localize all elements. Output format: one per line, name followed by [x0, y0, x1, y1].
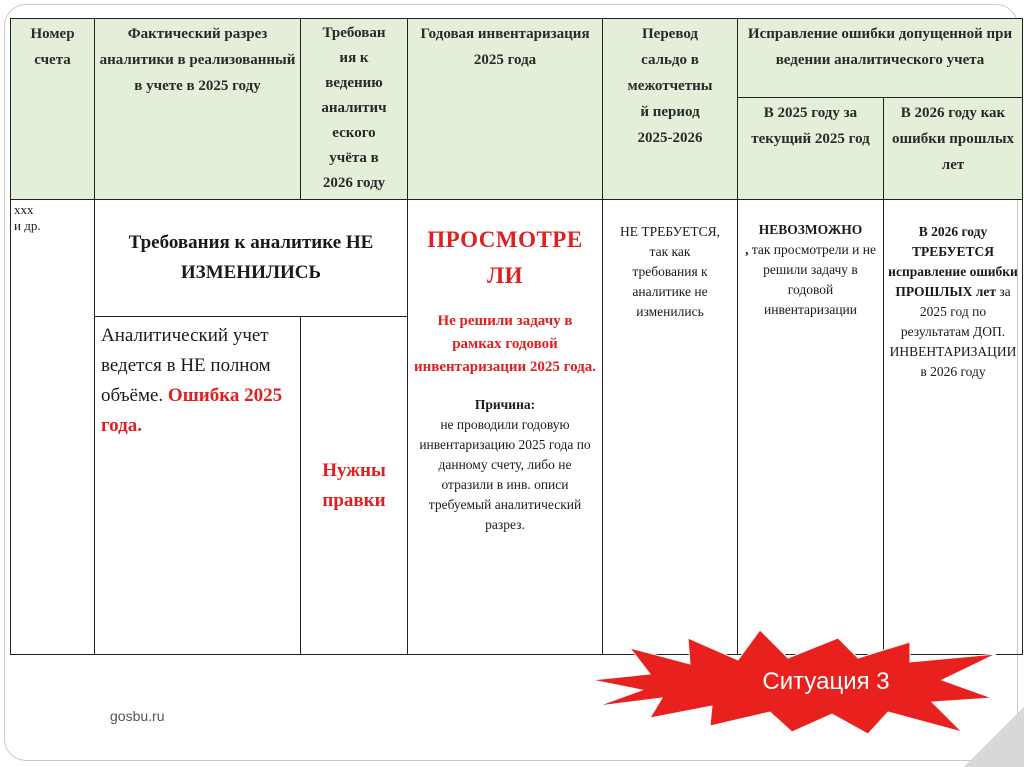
required-label: В 2026 году ТРЕБУЕТСЯ исправление ошибки ПРОШЛЫХ лет [888, 224, 1018, 299]
header-balance-transfer: Перевод сальдо в межотчетны й период 2025-2026 [603, 19, 738, 200]
header-error-correction: Исправление ошибки допущенной при ведении аналитического учета [738, 19, 1023, 98]
header-annual-inventory: Годовая инвентаризация 2025 года [408, 19, 603, 200]
header-fix-2026: В 2026 году как ошибки прошлых лет [884, 98, 1023, 200]
requirements-unchanged-cell: Требования к аналитике НЕ ИЗМЕНИЛИСЬ [95, 200, 408, 317]
source-footer: gosbu.ru [110, 708, 165, 724]
transfer-cell: НЕ ТРЕБУЕТСЯ, так как требования к аналитике не изменились [603, 200, 738, 655]
analytic-incomplete-cell: Аналитический учет ведется в НЕ полном объёме. Ошибка 2025 года. [95, 317, 301, 655]
header-account: Номер счета [11, 19, 95, 200]
header-requirements-2026: Требован ия к ведению аналитич еского учёта в 2026 году [301, 19, 408, 200]
situation-badge [592, 628, 1000, 736]
impossible-reason: так просмотрели и не решили задачу в годовой инвентаризации [751, 242, 876, 317]
need-edits-cell: Нужны правки [301, 317, 408, 655]
situation-table [10, 18, 1023, 655]
inventory-title: ПРОСМОТРЕ ЛИ [427, 227, 583, 288]
fix-2025-cell [738, 200, 884, 655]
header-actual-analytics: Фактический разрез аналитики в реализованный в учете в 2025 году [95, 19, 301, 200]
error-2025-label: Ошибка 2025 года. [101, 385, 283, 436]
reason-label: Причина: [474, 397, 536, 412]
header-fix-2025: В 2025 году за текущий 2025 год [738, 98, 884, 200]
required-reason: за 2025 год по результатам ДОП. ИНВЕНТАРИЗАЦИИ в 2026 году [889, 284, 1017, 379]
impossible-label: НЕВОЗМОЖНО , [745, 222, 863, 257]
inventory-subtitle: Не решили задачу в рамках годовой инвентаризации 2025 года. [413, 313, 597, 375]
fix-2026-cell [884, 200, 1023, 655]
reason-text: не проводили годовую инвентаризацию 2025 года по данному счету, либо не отразили в инв. описи требуемый аналитический разрез. [419, 417, 591, 532]
situation-label: Ситуация 3 [762, 668, 890, 695]
inventory-cell [408, 200, 603, 655]
account-cell: ххх и др. [11, 200, 95, 655]
